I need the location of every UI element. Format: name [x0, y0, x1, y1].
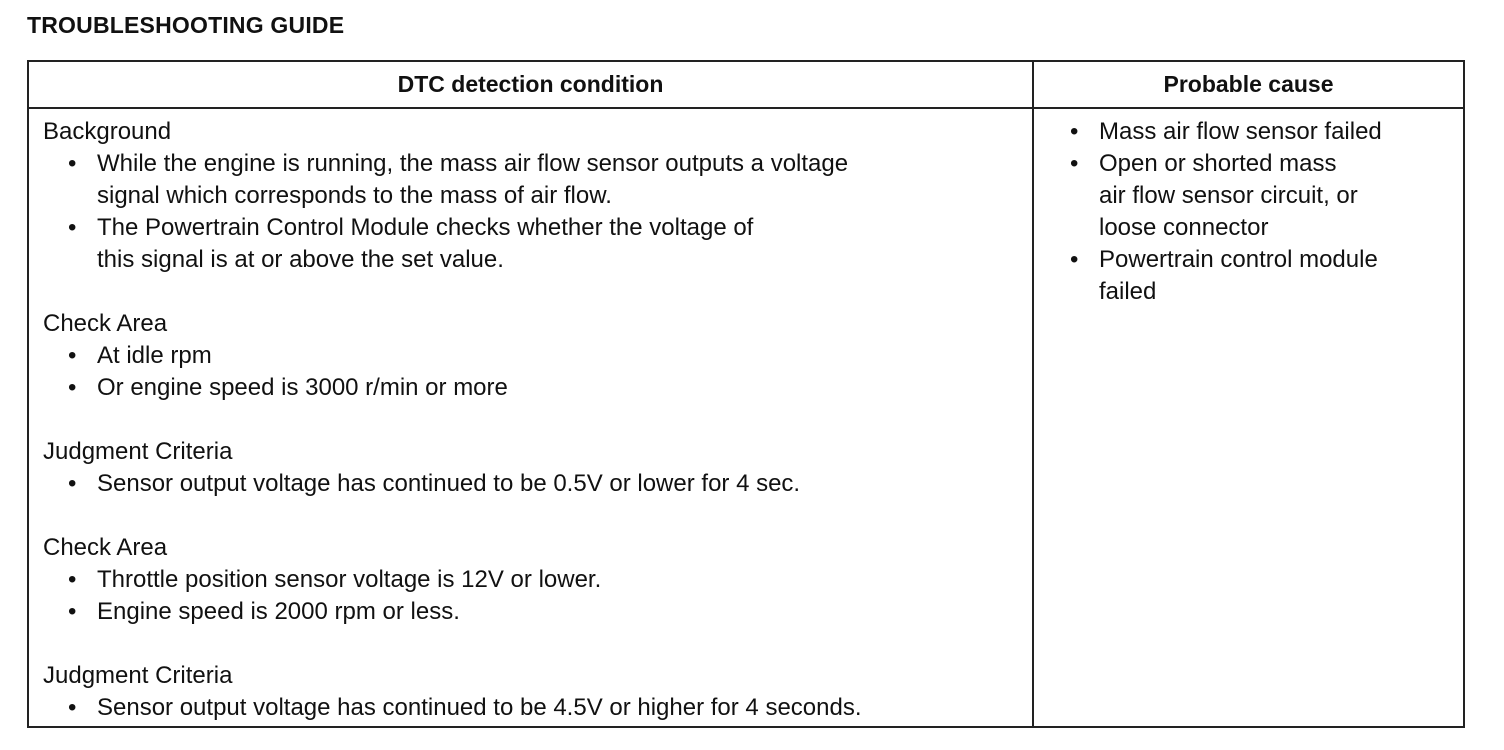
detection-condition-cell [28, 108, 1033, 727]
section-check-area-2 [43, 532, 1032, 628]
section-judgment-criteria-1 [43, 436, 1032, 500]
probable-cause-cell [1033, 108, 1464, 727]
list-item-line: • Open or shorted mass [1099, 150, 1337, 177]
bullet-list [43, 564, 1032, 628]
list-item-line: signal which corresponds to the mass of air flow. [97, 182, 612, 209]
list-item-line: • Sensor output voltage has continued to be 0.5V or lower for 4 sec. [97, 470, 801, 497]
troubleshooting-table [27, 60, 1465, 728]
list-item [68, 564, 1032, 596]
cause-list [1070, 116, 1463, 308]
list-item [68, 692, 1032, 724]
table-row [28, 108, 1464, 727]
list-item-line: • At idle rpm [97, 342, 212, 369]
section-check-area-1 [43, 308, 1032, 404]
bullet-list [43, 468, 1032, 500]
list-item [68, 148, 1032, 212]
list-item [1070, 116, 1463, 148]
section-heading: Check Area [43, 310, 168, 337]
list-item-line: • Sensor output voltage has continued to be 4.5V or higher for 4 seconds. [97, 694, 862, 721]
list-item-line: air flow sensor circuit, or [1099, 182, 1358, 209]
section-judgment-criteria-2 [43, 660, 1032, 724]
list-item-line: • The Powertrain Control Module checks whether the voltage of [97, 214, 754, 241]
list-item [68, 596, 1032, 628]
bullet-list [43, 340, 1032, 404]
list-item-line: • Throttle position sensor voltage is 12V or lower. [97, 566, 602, 593]
header-probable-cause: Probable cause [1033, 61, 1464, 108]
list-item [1070, 148, 1463, 244]
section-heading: Background [43, 118, 172, 145]
list-item [68, 372, 1032, 404]
page-title: TROUBLESHOOTING GUIDE [27, 12, 345, 38]
section-heading: Check Area [43, 534, 168, 561]
list-item [68, 468, 1032, 500]
bullet-list [43, 148, 1032, 276]
table-header-row [28, 61, 1464, 108]
list-item-line: • Powertrain control module [1099, 246, 1378, 273]
list-item-line: • Mass air flow sensor failed [1099, 118, 1382, 145]
bullet-list [43, 692, 1032, 724]
header-dtc-detection-condition: DTC detection condition [28, 61, 1033, 108]
list-item-line: failed [1099, 278, 1157, 305]
list-item-line: • Or engine speed is 3000 r/min or more [97, 374, 508, 401]
section-heading: Judgment Criteria [43, 662, 233, 689]
list-item [68, 340, 1032, 372]
list-item-line: loose connector [1099, 214, 1269, 241]
section-background [43, 116, 1032, 276]
list-item [68, 212, 1032, 276]
list-item-line: this signal is at or above the set value. [97, 246, 504, 273]
list-item-line: • Engine speed is 2000 rpm or less. [97, 598, 460, 625]
list-item [1070, 244, 1463, 308]
list-item-line: • While the engine is running, the mass air flow sensor outputs a voltage [97, 150, 849, 177]
section-heading: Judgment Criteria [43, 438, 233, 465]
